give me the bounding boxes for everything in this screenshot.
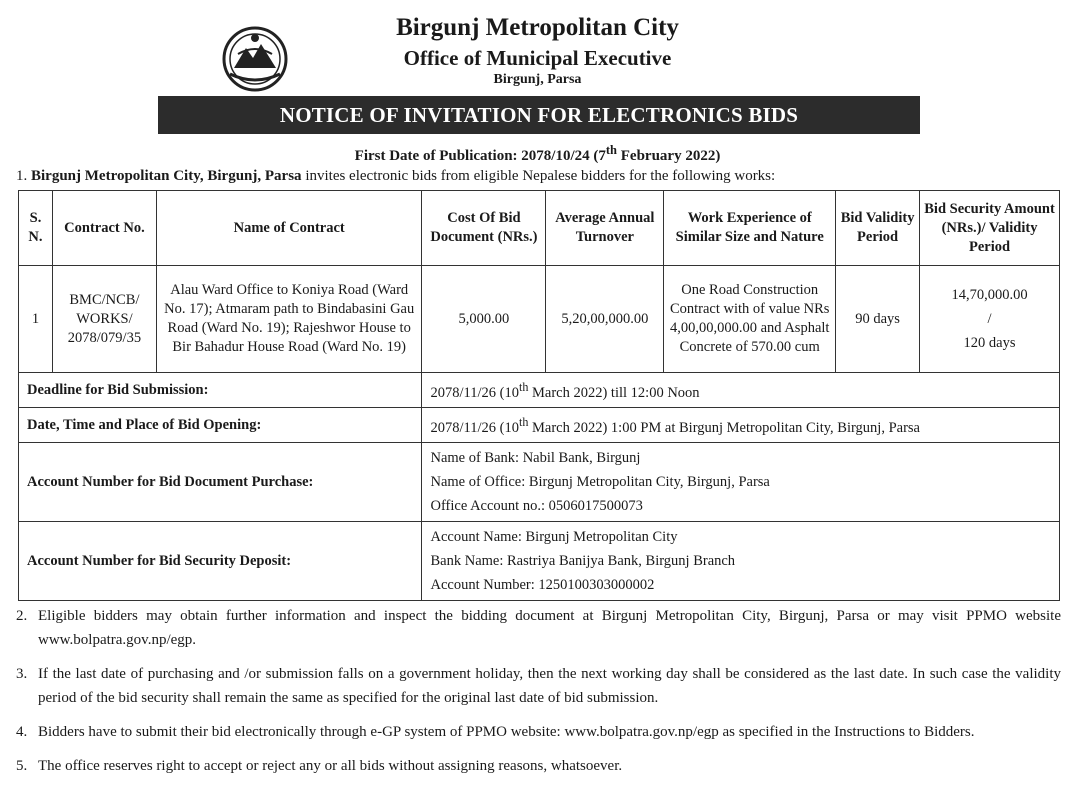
note-text: If the last date of purchasing and /or submission falls on a government holiday, then the next working day shall be considered as the last date. In such case the validity period of the bid security shall remain the same as specified for the original last date of bid submission. [38, 666, 1061, 706]
col-header-name: Name of Contract [156, 191, 422, 266]
notes-list [16, 604, 1061, 788]
purchase-account-label: Account Number for Bid Document Purchase: [19, 443, 422, 522]
list-item: 3. If the last date of purchasing and /or submission falls on a government holiday, then the next working day shall be considered as the last date. In such case the validity period of the bid security shall remain the same as specified for the original last date of bid submission. [16, 662, 1061, 710]
col-header-validity: Bid Validity Period [836, 191, 920, 266]
note-text: Eligible bidders may obtain further information and inspect the bidding document at Birgunj Metropolitan City, Birgunj, Parsa or may visit PPMO website www.bolpatra.gov.np/egp. [38, 608, 1061, 648]
cell-security [920, 266, 1060, 373]
deadline-value: 2078/11/26 (10th March 2022) till 12:00 Noon [422, 373, 1060, 408]
bid-table [18, 190, 1060, 601]
deposit-account-number: Account Number: 1250100303000002 [430, 577, 655, 593]
security-deposit-row [19, 522, 1060, 601]
deadline-row [19, 373, 1060, 408]
col-header-sn: S. N. [19, 191, 53, 266]
purchase-office-name: Name of Office: Birgunj Metropolitan City, Birgunj, Parsa [430, 474, 770, 490]
deposit-bank-name: Bank Name: Rastriya Banijya Bank, Birgunj Branch [430, 553, 736, 569]
col-header-turnover: Average Annual Turnover [546, 191, 664, 266]
publication-date: First Date of Publication: 2078/10/24 (7th February 2022) [354, 143, 721, 164]
purchase-account-details [422, 443, 1060, 522]
purchase-bank-name: Name of Bank: Nabil Bank, Birgunj [430, 450, 641, 466]
security-separator: / [987, 311, 992, 327]
opening-label: Date, Time and Place of Bid Opening: [19, 408, 422, 443]
list-item: 2. Eligible bidders may obtain further information and inspect the bidding document at Birgunj Metropolitan City, Birgunj, Parsa or may visit PPMO website www.bolpatra.gov.np/egp. [16, 604, 1061, 652]
col-header-contract-no: Contract No. [52, 191, 156, 266]
cell-experience: One Road Construction Contract with of value NRs 4,00,00,000.00 and Asphalt Concrete of 570.00 cum [664, 266, 836, 373]
intro-paragraph: 1. Birgunj Metropolitan City, Birgunj, Parsa invites electronic bids from eligible Nepalese bidders for the following works: [16, 168, 776, 184]
cell-validity: 90 days [836, 266, 920, 373]
notice-document [12, 6, 1063, 790]
note-text: Bidders have to submit their bid electronically through e-GP system of PPMO website: www.bolpatra.gov.np/egp as specified in the Instructions to Bidders. [38, 724, 975, 740]
security-deposit-label: Account Number for Bid Security Deposit: [19, 522, 422, 601]
opening-value: 2078/11/26 (10th March 2022) 1:00 PM at Birgunj Metropolitan City, Birgunj, Parsa [422, 408, 1060, 443]
opening-row [19, 408, 1060, 443]
city-title: Birgunj Metropolitan City [396, 14, 679, 41]
col-header-cost: Cost Of Bid Document (NRs.) [422, 191, 546, 266]
list-item: 5. The office reserves right to accept or reject any or all bids without assigning reasons, whatsoever. [16, 754, 1061, 778]
list-item: 4. Bidders have to submit their bid electronically through e-GP system of PPMO website: www.bolpatra.gov.np/egp as specified in the Instructions to Bidders. [16, 720, 1061, 744]
notice-banner: NOTICE OF INVITATION FOR ELECTRONICS BIDS [158, 96, 920, 134]
purchase-account-number: Office Account no.: 0506017500073 [430, 498, 643, 514]
col-header-security: Bid Security Amount (NRs.)/ Validity Period [920, 191, 1060, 266]
cell-contract-name: Alau Ward Office to Koniya Road (Ward No. 17); Atmaram path to Bindabasini Gau Road (Ward No. 19); Rajeshwor House to Bir Bahadur House Road (Ward No. 19) [156, 266, 422, 373]
cell-cost: 5,000.00 [422, 266, 546, 373]
cell-contract-no: BMC/NCB/ WORKS/ 2078/079/35 [52, 266, 156, 373]
cell-turnover: 5,20,00,000.00 [546, 266, 664, 373]
col-header-experience: Work Experience of Similar Size and Nature [664, 191, 836, 266]
table-header-row [19, 191, 1060, 266]
note-text: The office reserves right to accept or reject any or all bids without assigning reasons, whatsoever. [38, 758, 623, 774]
table-row [19, 266, 1060, 373]
security-deposit-details [422, 522, 1060, 601]
office-location: Birgunj, Parsa [493, 72, 582, 87]
purchase-account-row [19, 443, 1060, 522]
deposit-account-name: Account Name: Birgunj Metropolitan City [430, 529, 678, 545]
security-period: 120 days [963, 335, 1016, 351]
security-amount: 14,70,000.00 [951, 287, 1028, 303]
deadline-label: Deadline for Bid Submission: [19, 373, 422, 408]
cell-sn: 1 [19, 266, 53, 373]
office-title: Office of Municipal Executive [403, 46, 672, 70]
